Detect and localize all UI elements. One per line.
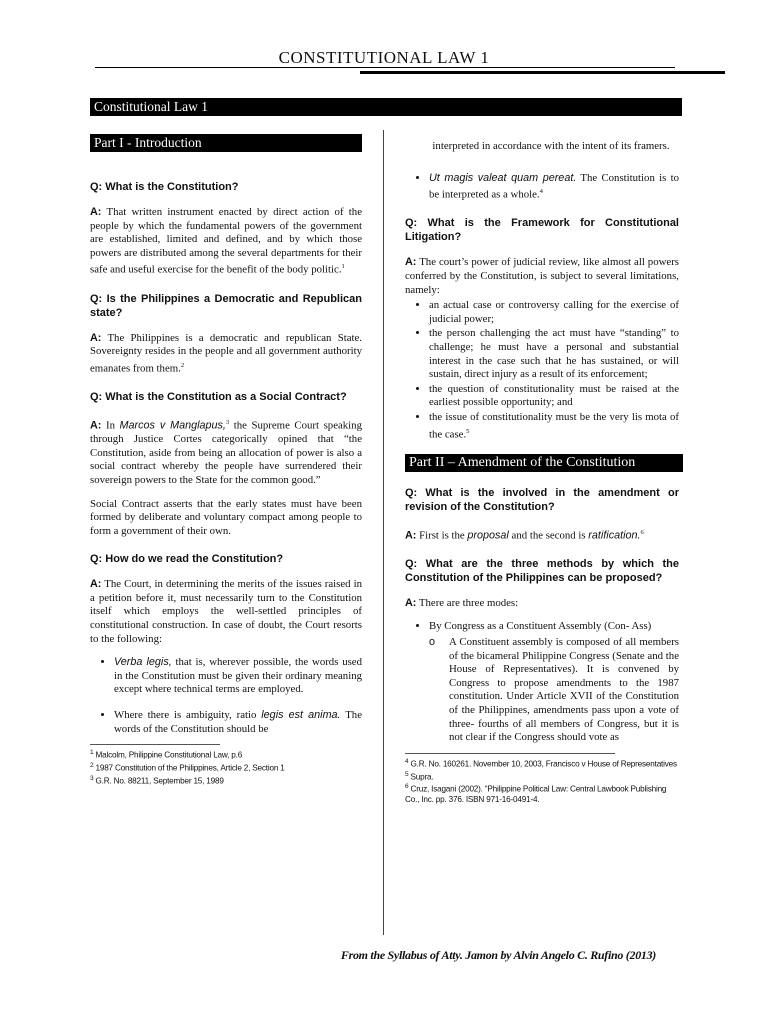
footnote-number: 4	[405, 757, 409, 765]
term: ratification.	[588, 529, 641, 542]
answer-text: In	[101, 419, 120, 432]
question-3: Q: What is the Constitution as a Social Contract?	[90, 390, 347, 403]
question-5: Q: What is the Framework for Constitutional Litigation?	[405, 217, 679, 244]
latin-term: legis est anima.	[261, 709, 341, 722]
footnote-2	[90, 761, 362, 774]
latin-term: Ut magis valeat quam pereat.	[429, 171, 577, 184]
footnote-ref: 3	[225, 418, 230, 426]
answer-6	[405, 526, 679, 543]
answer-text: and the second is	[508, 529, 589, 542]
answer-text: First is the	[416, 529, 468, 542]
part2-banner: Part II – Amendment of the Constitution	[405, 454, 683, 472]
answer-3	[90, 416, 362, 488]
construction-rules-list	[90, 656, 362, 736]
social-contract-paragraph: Social Contract asserts that the early states must have been formed by deliberate and voluntary compact among people to form a government of their own.	[90, 497, 362, 537]
answer-text: There are three modes:	[416, 596, 519, 609]
list-item: • the person challenging the act must have “standing” to challenge; he must have a personal and substantial interest in the case such that he has sustained, or will sustain, direct injury as a result of its enforcement;	[429, 327, 679, 381]
list-item-text: The words of the Constitution should be	[114, 709, 362, 735]
header-rule-thick	[360, 71, 725, 74]
footnote-ref: 1	[341, 263, 345, 271]
page-footer: From the Syllabus of Atty. Jamon by Alvin Angelo C. Rufino (2013)	[340, 948, 656, 962]
footnote-ref: 4	[539, 188, 543, 196]
footnote-text: G.R. No. 160261. November 10, 2003, Francisco v House of Representatives	[408, 759, 677, 769]
question-2: Q: Is the Philippines a Democratic and Republican state?	[90, 292, 362, 319]
list-item: • an actual case or controversy calling for the exercise of judicial power;	[429, 299, 679, 326]
question-7: Q: What are the three methods by which the Constitution of the Philippines can be proposed?	[405, 557, 679, 584]
title-initial-2: L	[437, 48, 448, 67]
answer-2	[90, 332, 362, 376]
case-citation: Marcos v Manglapus,	[119, 419, 226, 432]
footnote-text: 1987 Constitution of the Philippines, Article 2, Section 1	[93, 763, 285, 773]
right-column	[405, 134, 679, 805]
footnote-5	[405, 770, 679, 783]
answer-4	[90, 578, 362, 646]
question-6: Q: What is the involved in the amendment or revision of the Constitution?	[405, 486, 679, 513]
sub-list	[429, 636, 679, 745]
continued-text: interpreted in accordance with the intent of its framers.	[432, 140, 670, 152]
footnote-number: 6	[405, 783, 409, 791]
footnote-text: Supra.	[408, 772, 434, 782]
answer-text: the Supreme Court speaking through Justice Cortes categorically opined that “the Constitution, aside from being an allocation of power is also a social contract whereby the people have surrendered their sovereign powers to the State for the common good.”	[90, 419, 362, 486]
footnote-3	[90, 774, 362, 787]
answer-text: That written instrument enacted by direct action of the people by which the fundamental powers of the government are established, limited and defined, and by which those powers are distributed among the several departments for their safe and useful exercise for the benefit of the body politic.	[90, 206, 362, 276]
answer-label: A:	[90, 578, 102, 591]
answer-label: A:	[90, 206, 102, 218]
footnote-6	[405, 782, 679, 805]
footnote-4	[405, 757, 679, 770]
footnote-number: 1	[90, 749, 94, 757]
modes-list	[405, 620, 679, 744]
title-initial: C	[278, 48, 291, 67]
list-item	[114, 709, 362, 736]
page-title	[0, 48, 768, 68]
answer-text: The court’s power of judicial review, like almost all powers conferred by the Constitution, is subject to several limitations, namely:	[405, 256, 679, 296]
left-column	[90, 134, 362, 786]
list-item	[114, 656, 362, 697]
footnote-1	[90, 748, 362, 761]
answer-1	[90, 206, 362, 278]
column-divider	[383, 130, 384, 935]
answer-label: A:	[90, 419, 102, 432]
header-rule-thin	[95, 67, 675, 68]
footnote-number: 3	[90, 774, 94, 782]
latin-term: Verba legis,	[114, 656, 172, 669]
footnote-number: 2	[90, 761, 94, 769]
list-item: • the question of constitutionality must be raised at the earliest possible opportunity; and	[429, 383, 679, 410]
answer-label: A:	[405, 529, 417, 542]
footnote-rule	[405, 753, 615, 754]
footnote-text: Cruz, Isagani (2002). “Philippine Political Law: Central Lawbook Publishing Co., Inc. pp. 376. ISBN 971-16-0491-4.	[405, 785, 667, 805]
answer-text: The Court, in determining the merits of the issues raised in a petition before it, must necessarily turn to the Constitution itself which employs the well-settled principles of constitutional construction. In case of doubt, the Court resorts to the following:	[90, 578, 362, 645]
list-item-text: Where there is ambiguity, ratio	[114, 709, 262, 722]
list-item-text: the issue of constitutionality must be the very lis mota of the case.	[429, 410, 679, 441]
term: proposal	[467, 529, 509, 542]
footnote-number: 5	[405, 770, 409, 778]
title-word-1: ONSTITUTIONAL	[290, 48, 438, 67]
list-item	[429, 172, 679, 203]
list-item-text: By Congress as a Constituent Assembly (Con- Ass)	[429, 620, 652, 633]
answer-7	[405, 597, 679, 611]
answer-label: A:	[405, 596, 417, 609]
sub-list-item: o A Constituent assembly is composed of all members of the bicameral Philippine Congress (Senate and the House of Representatives). It is convened by Congress to propose amendments to the 1987 constitution. Under Article XVII of the Constitution of the Philippines, amendments pass upon a vote of three- fourths of all members of Congress, but it is not clear if the Congress should vote as	[449, 636, 679, 745]
footnote-ref: 6	[640, 528, 644, 536]
list-item-text: that is, wherever possible, the words used in the Constitution must be given their ordinary meaning except where technical terms are employed.	[114, 656, 362, 696]
limitations-list	[405, 299, 679, 442]
footnote-rule	[90, 744, 220, 745]
construction-rules-list-cont	[405, 172, 679, 203]
answer-label: A:	[90, 331, 102, 344]
part1-banner: Part I - Introduction	[90, 134, 362, 152]
question-4: Q: How do we read the Constitution?	[90, 553, 284, 566]
list-item	[429, 620, 679, 744]
answer-label: A:	[405, 256, 417, 269]
title-word-2: AW 1	[447, 48, 490, 67]
list-item-text: The Constitution is to be interpreted as a whole.	[429, 171, 679, 201]
document-banner: Constitutional Law 1	[90, 98, 682, 116]
list-item	[429, 411, 679, 442]
answer-text: The Philippines is a democratic and republican State. Sovereignty resides in the people and all government authority emanates from them.	[90, 331, 362, 375]
question-1: Q: What is the Constitution?	[90, 181, 239, 193]
footnote-text: G.R. No. 88211, September 15, 1989	[93, 776, 224, 786]
footnote-ref: 2	[180, 361, 185, 369]
answer-5	[405, 256, 679, 297]
footnote-text: Malcolm, Philippine Constitutional Law, p.6	[93, 750, 243, 760]
footnote-ref: 5	[466, 427, 470, 435]
